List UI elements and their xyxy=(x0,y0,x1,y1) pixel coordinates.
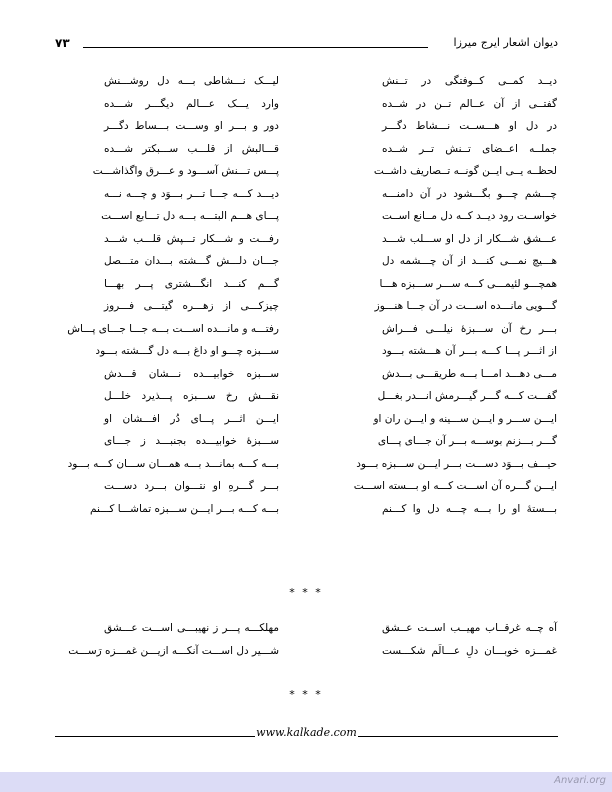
verse-left-11: چیزکـــی از زهـــره گیتـــی فـــروز xyxy=(104,300,279,312)
verse-left-12: رفتـــه و مانـــده اســـت بـــه جـــا جـــای پـــاش xyxy=(67,322,279,335)
verse-left-7: پـــای هـــم البتـــه بـــه دل تـــابع اســـت xyxy=(101,210,279,222)
verse-left-3: دور و بـــر او وســـت بـــساط دگـــر xyxy=(104,120,279,132)
verse-right-6: چـــشم چـــو بگـــشود در آن دامنـــه xyxy=(382,187,557,200)
page-footer xyxy=(55,726,558,744)
verse-right-8: عـــشق شـــکار از دل او ســـلب شـــد xyxy=(382,232,557,245)
verse-left-16: ایـــن اثـــر پـــای دُر افـــشان او xyxy=(104,412,279,425)
verse-left-6: دیـــد کـــه جـــا تـــر بـــوَد و چـــه نـــه xyxy=(104,187,279,200)
verse-left-14: ســـبزه خوابیـــده نـــشان قـــدش xyxy=(104,367,279,380)
verse-right-11: گـــویی مانـــده اســـت در آن جـــا هنـــوز xyxy=(374,300,557,312)
verse-left-4: قـــالبش از قلـــب ســـبکتر شـــده xyxy=(104,142,279,155)
book-title: دیوان اشعار ایرج میرزا xyxy=(453,36,558,49)
verse-left-18: بـــه کـــه بمانـــد بـــه همـــان ســـان کـــه بـــود xyxy=(67,457,279,470)
verse-right-3: در دل او هـــســت نـــشاط دگـــر xyxy=(382,120,557,132)
verse-left-19: بـــر گـــرهِ او نتـــوان بـــرد دســـت xyxy=(104,480,279,492)
verse-left-13: ســـبزه چـــو او داغ بـــه دل گـــشته بـــود xyxy=(95,345,279,357)
verse-right-4: جملــه اعــضای تــنش تــر شــده xyxy=(382,142,557,155)
verse-right-9: هـــیچ نمـــی کنـــد از آن چـــشمه دل xyxy=(382,255,557,267)
poem-left-column xyxy=(67,70,279,520)
section-separator: * * * xyxy=(289,586,323,599)
page-header xyxy=(55,34,558,56)
verse-right-17: گـــر بـــزنم بوســـه بـــر آن جـــای پـــای xyxy=(377,435,557,447)
verse-right-12: بـــر رخ آن ســـبزۀ نیلـــی فـــراش xyxy=(382,322,557,335)
verse-left-8: رفـــت و شـــکار تـــپش قلـــب شـــد xyxy=(104,232,279,245)
verse-right-14: مـــی دهـــد امـــا بـــه طریقـــی بـــدش xyxy=(382,367,557,380)
verse-right-13: از اثـــر پـــا کـــه بـــر آن هـــشته بـــود xyxy=(382,345,557,357)
verse-right-2: گفتــی از آن عــالم تــن در شــده xyxy=(382,97,557,110)
poem2-left-column xyxy=(68,617,279,662)
verse-left-5: پـــس تـــنش آســـود و عـــرق واگذاشـــت xyxy=(92,165,279,177)
header-rule xyxy=(83,47,428,48)
verse-left-2: وارد یـــک عـــالم دیگـــر شـــده xyxy=(104,97,279,110)
verse-right-18: حیـــف بـــوَد دســـت بـــر ایـــن ســـبزه بـــود xyxy=(356,457,557,470)
poem2-right-column xyxy=(382,617,557,662)
page-number: ۷۳ xyxy=(55,36,70,50)
verse2-right-2: غمـــزه خوبـــان دلِ عـــالَم شکـــست xyxy=(382,644,557,657)
footer-url-link[interactable]: www.kalkade.com xyxy=(256,726,357,739)
bottom-watermark-bar xyxy=(0,772,612,792)
section-separator-end: * * * xyxy=(289,688,323,701)
verse-left-9: جـــان دلـــش گـــشته بـــدان متـــصل xyxy=(104,255,279,267)
verse-left-17: ســـبزۀ خوابیـــده بجنبـــد ز جـــای xyxy=(104,435,279,447)
poem-right-column xyxy=(353,70,557,520)
verse2-left-1: مهلکـــه پـــر ز نهیبـــی اســـت عـــشق xyxy=(104,622,279,634)
footer-rule-right xyxy=(358,736,558,737)
verse-right-20: بـــستۀ او را بـــه چـــه دل وا کـــنم xyxy=(382,502,557,515)
verse2-right-1: آه چــه غرقــاب مهیــب اســت عــشق xyxy=(382,622,557,634)
verse-right-15: گفـــت کـــه گـــر گیـــرمش انـــدر بغـــل xyxy=(377,390,557,402)
verse2-left-2: شـــیر دل اســـت آنکـــه ازیـــن غمـــزه رَســـت xyxy=(68,644,279,657)
verse-right-7: خواســت رود دیــد کــه دل مــانع اســت xyxy=(382,210,557,222)
verse-right-19: ایـــن گـــره آن اســـت کـــه او بـــسته اســـت xyxy=(353,480,557,492)
verse-left-1: لیـــک نـــشاطی بـــه دل روشـــنش xyxy=(104,75,279,87)
verse-right-1: دیــد کمــی کــوفتگی در تــنش xyxy=(382,75,557,87)
verse-right-5: لحظــه یــی ایــن گونــه تــصاریف داشــت xyxy=(373,165,557,177)
verse-left-10: گـــم کنـــد انگـــشتری پـــر بهـــا xyxy=(104,277,279,290)
watermark-text: Anvari.org xyxy=(554,775,606,786)
verse-left-20: بـــه کـــه بـــر ایـــن ســـبزه تماشـــا کـــنم xyxy=(90,502,279,515)
verse-right-16: ایـــن ســـر و ایـــن ســـینه و ایـــن ران او xyxy=(373,412,557,425)
verse-left-15: نقـــش رخ ســـبزه پـــذیرد خلـــل xyxy=(104,390,279,402)
verse-right-10: همچـــو لئیمـــی کـــه ســـر ســـبزه هـــا xyxy=(379,277,557,290)
